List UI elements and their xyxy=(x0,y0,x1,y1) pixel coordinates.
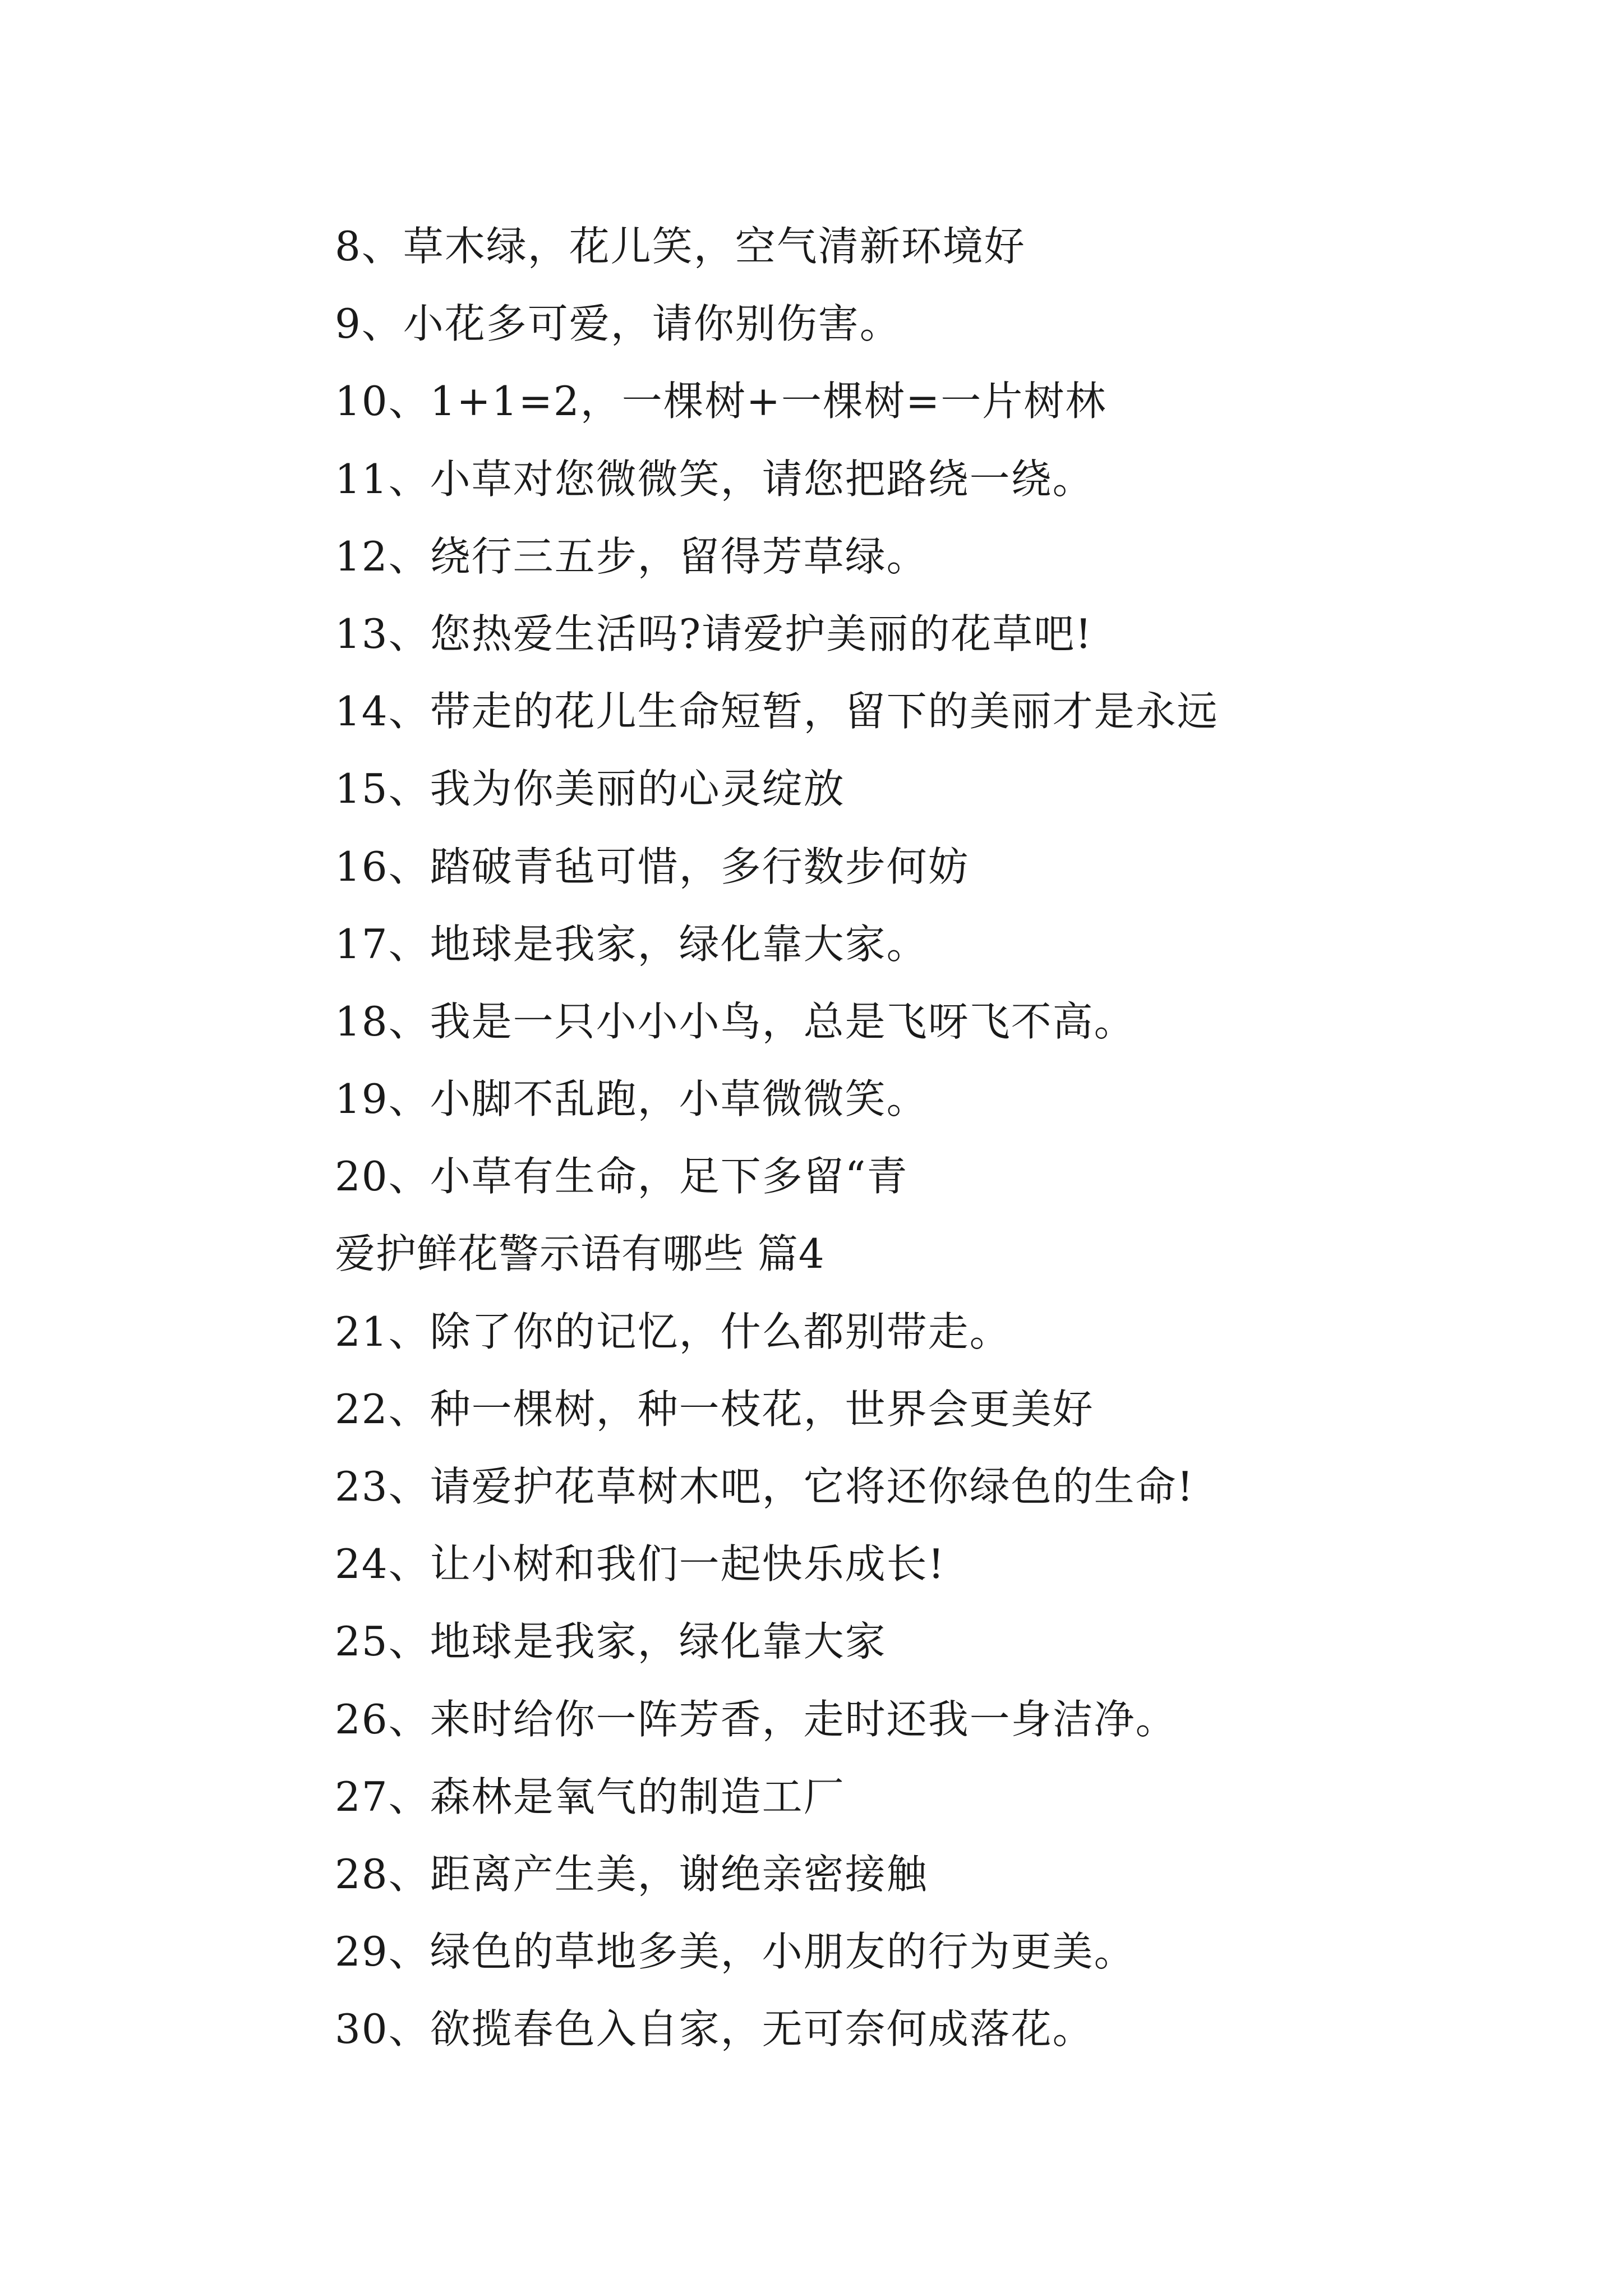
list-item: 20、小草有生命，足下多留“青 xyxy=(335,1153,909,1200)
list-item: 23、请爱护花草树木吧，它将还你绿色的生命! xyxy=(335,1463,1195,1510)
list-item: 24、让小树和我们一起快乐成长! xyxy=(335,1540,946,1588)
list-item: 28、距离产生美，谢绝亲密接触 xyxy=(335,1850,928,1898)
list-item: 9、小花多可爱，请你别伤害。 xyxy=(335,300,901,348)
list-item: 30、欲揽春色入自家，无可奈何成落花。 xyxy=(335,2005,1094,2053)
list-item: 17、地球是我家，绿化靠大家。 xyxy=(335,920,928,968)
list-item: 22、种一棵树，种一枝花，世界会更美好 xyxy=(335,1385,1094,1433)
list-item: 25、地球是我家，绿化靠大家 xyxy=(335,1618,887,1665)
list-item: 15、我为你美丽的心灵绽放 xyxy=(335,765,845,813)
list-item: 11、小草对您微微笑，请您把路绕一绕。 xyxy=(335,455,1094,503)
section-heading: 爱护鲜花警示语有哪些 篇4 xyxy=(335,1230,825,1278)
list-item: 12、绕行三五步，留得芳草绿。 xyxy=(335,532,928,580)
list-item: 27、森林是氧气的制造工厂 xyxy=(335,1773,845,1820)
list-item: 21、除了你的记忆，什么都别带走。 xyxy=(335,1308,1011,1355)
list-item: 14、带走的花儿生命短暂，留下的美丽才是永远 xyxy=(335,688,1219,735)
list-item: 26、来时给你一阵芳香，走时还我一身洁净。 xyxy=(335,1695,1177,1743)
list-item: 18、我是一只小小小鸟，总是飞呀飞不高。 xyxy=(335,997,1136,1045)
list-item: 19、小脚不乱跑，小草微微笑。 xyxy=(335,1075,928,1123)
list-item: 10、1+1=2，一棵树+一棵树=一片树林 xyxy=(335,378,1107,425)
list-item: 13、您热爱生活吗?请爱护美丽的花草吧! xyxy=(335,610,1093,657)
list-item: 8、草木绿，花儿笑，空气清新环境好 xyxy=(335,223,1026,270)
list-item: 16、踏破青毡可惜，多行数步何妨 xyxy=(335,843,970,890)
document-body xyxy=(335,208,1513,2068)
list-item: 29、绿色的草地多美，小朋友的行为更美。 xyxy=(335,1928,1136,1976)
